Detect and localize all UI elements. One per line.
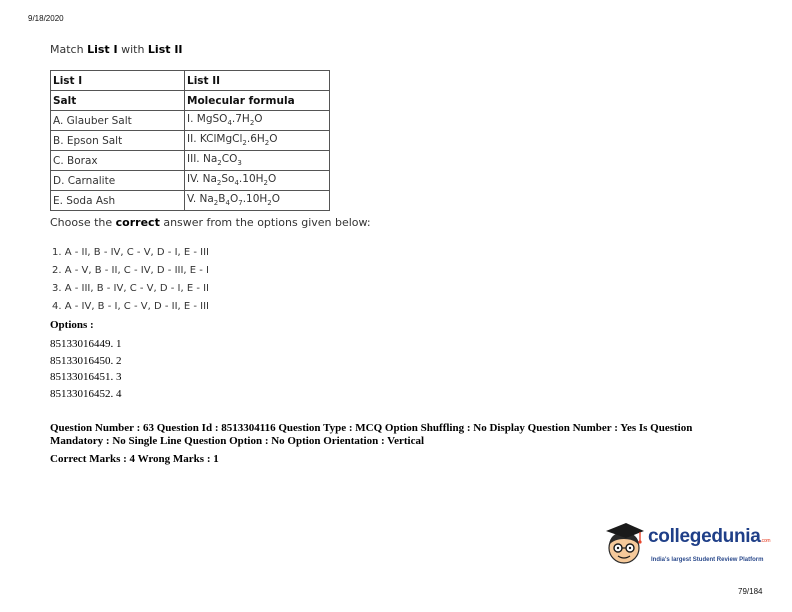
list-item: 85133016450. 2 xyxy=(50,354,122,367)
brand-name: collegedunia.com xyxy=(648,526,771,547)
formula-cell: I. $MgSO_4.7H_2O$ xyxy=(185,111,330,131)
question-metadata: Question Number : 63 Question Id : 8513304116 Question Type : MCQ Option Shuffling : No Display Question Number : Yes Is Question Mandatory : No Single Line Question Option : No Option Orientation : Vertical xyxy=(50,422,693,447)
page-number: 79/184 xyxy=(738,587,763,596)
list-item: 85133016452. 4 xyxy=(50,387,122,400)
formula-cell: III. $Na_2CO_3$ xyxy=(185,151,330,171)
table-row xyxy=(51,131,330,151)
table-header-cell: List I xyxy=(51,71,185,91)
table-header-row xyxy=(51,71,330,91)
brand-logo xyxy=(604,521,774,573)
salt-cell: C. Borax xyxy=(51,151,185,171)
formula-cell: V. $Na_2B_4O_7.10H_2O$ xyxy=(185,191,330,211)
table-row xyxy=(51,151,330,171)
salt-cell: B. Epson Salt xyxy=(51,131,185,151)
table-header-cell: Salt xyxy=(51,91,185,111)
print-date: 9/18/2020 xyxy=(28,14,64,23)
answer-choices xyxy=(52,244,209,316)
salt-cell: D. Carnalite xyxy=(51,171,185,191)
list-item: 3. A - III, B - IV, C - V, D - I, E - II xyxy=(52,283,210,294)
formula-cell: IV. $Na_2So_4.10H_2O$ xyxy=(185,171,330,191)
list-item: 85133016451. 3 xyxy=(50,371,122,383)
table-header-cell: List II xyxy=(185,71,330,91)
match-table xyxy=(50,70,330,211)
question-prompt: Match List I with List II xyxy=(50,43,183,56)
table-header-cell: Molecular formula xyxy=(185,91,330,111)
table-header-row xyxy=(51,91,330,111)
instruction-text: Choose the correct answer from the options given below: xyxy=(50,216,371,229)
table-row xyxy=(51,171,330,191)
formula-cell: II. $KClMgCl_2.6H_2O$ xyxy=(185,131,330,151)
list-item: 2. A - V, B - II, C - IV, D - III, E - I xyxy=(52,265,210,276)
salt-cell: A. Glauber Salt xyxy=(51,111,185,131)
salt-cell: E. Soda Ash xyxy=(51,191,185,211)
table-row xyxy=(51,191,330,211)
list-item: 1. A - II, B - IV, C - V, D - I, E - III xyxy=(52,247,210,258)
marks-info: Correct Marks : 4 Wrong Marks : 1 xyxy=(50,453,219,465)
brand-tagline: India's largest Student Review Platform xyxy=(651,557,764,563)
list-item: 85133016449. 1 xyxy=(50,338,122,350)
option-id-list xyxy=(50,336,122,402)
options-heading: Options : xyxy=(50,319,94,331)
table-row xyxy=(51,111,330,131)
student-mascot-icon xyxy=(604,521,646,569)
list-item: 4. A - IV, B - I, C - V, D - II, E - III xyxy=(52,301,210,312)
